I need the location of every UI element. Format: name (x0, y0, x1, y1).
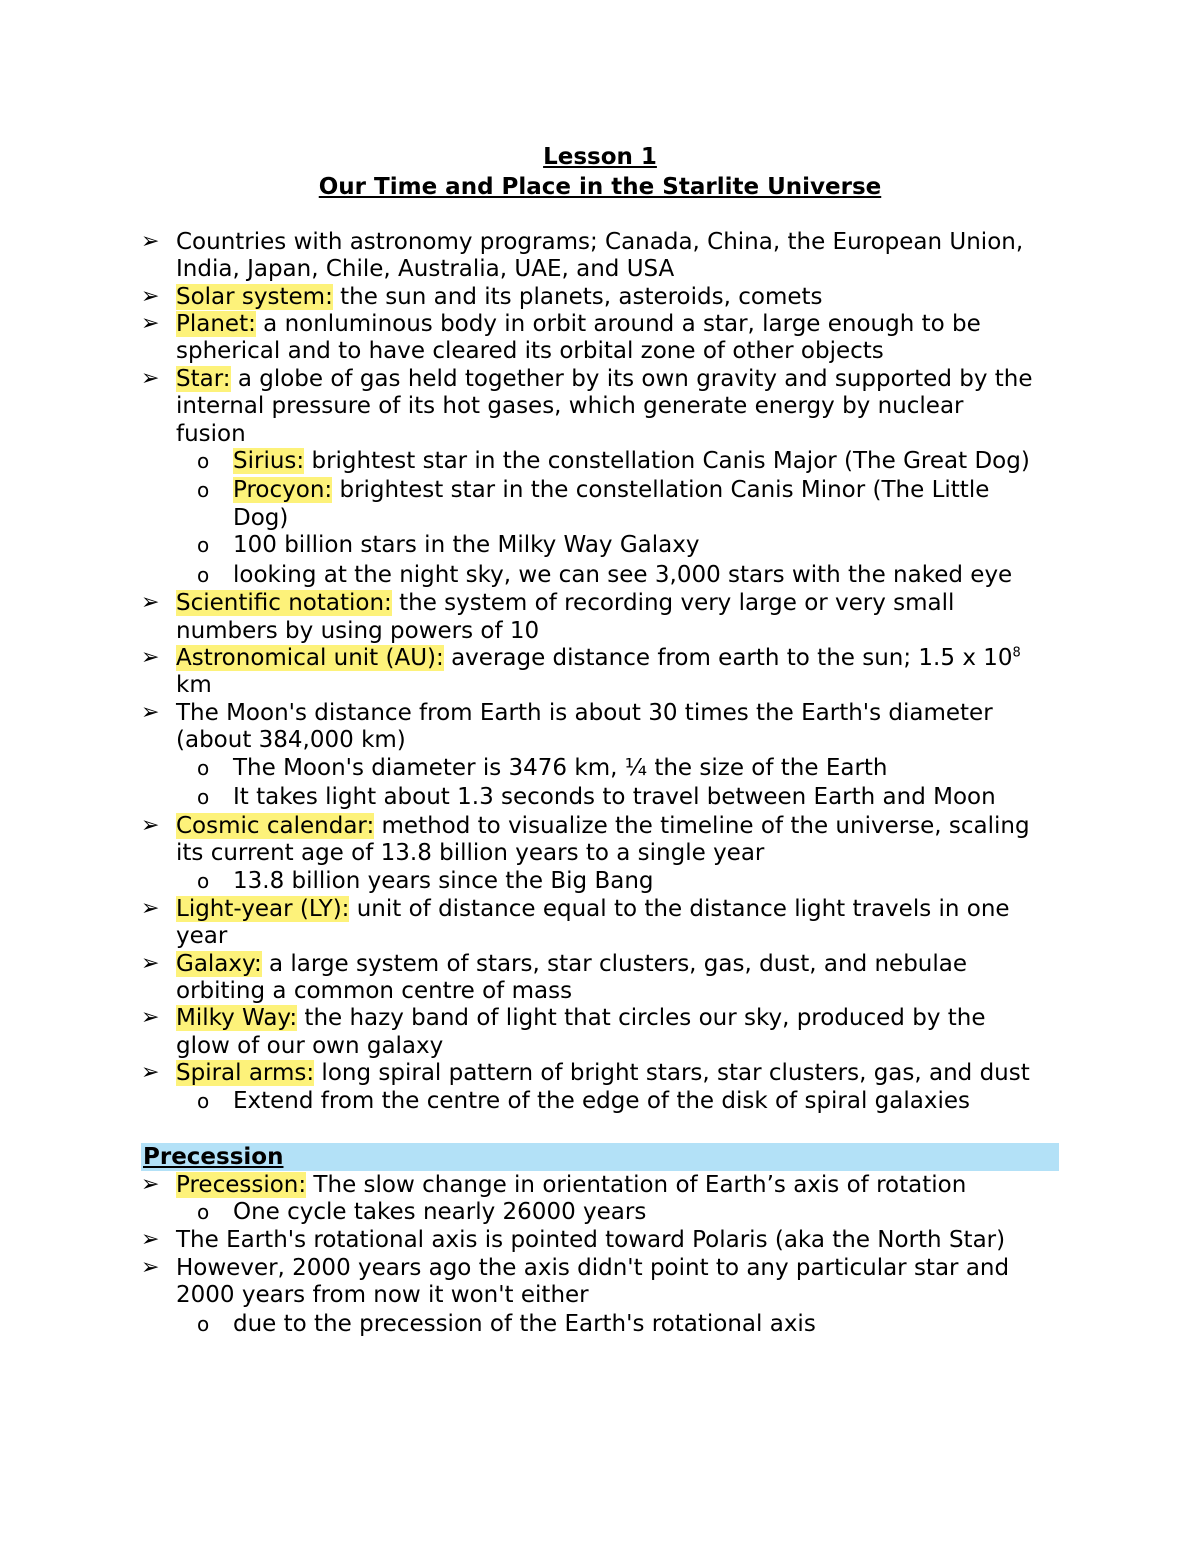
arrow-bullet-icon: ➢ (141, 229, 160, 254)
circle-bullet-icon: o (197, 533, 210, 557)
sub-item: Extend from the centre of the edge of the disk of spiral galaxies (233, 1088, 970, 1114)
term-highlight: Scientific notation: (176, 590, 392, 616)
circle-bullet-icon: o (197, 449, 210, 473)
circle-bullet-icon: o (197, 1089, 210, 1113)
circle-bullet-icon: o (197, 1200, 210, 1224)
arrow-bullet-icon: ➢ (141, 1227, 160, 1252)
definition: long spiral pattern of bright stars, star clusters, gas, and dust (314, 1060, 1030, 1086)
term-highlight: Solar system: (176, 284, 333, 310)
definition: the sun and its planets, asteroids, comets (332, 284, 823, 310)
term-highlight: Star: (176, 366, 231, 392)
term-highlight: Procyon: (233, 477, 333, 503)
arrow-bullet-icon: ➢ (141, 645, 160, 670)
circle-bullet-icon: o (197, 785, 210, 809)
section-heading: Precession (143, 1144, 284, 1170)
list-item-scientific-notation (176, 589, 954, 617)
list-item-continuation: internal pressure of its hot gases, which generate energy by nuclear (176, 393, 964, 419)
list-item-continuation: 2000 years from now it won't either (176, 1282, 589, 1308)
sub-item-procyon (233, 476, 989, 504)
definition: average distance from earth to the sun; 1.5 x 10 (443, 645, 1013, 671)
list-item-continuation: year (176, 923, 228, 949)
term-highlight: Spiral arms: (176, 1060, 315, 1086)
definition: the system of recording very large or very small (391, 590, 955, 616)
term-highlight: Astronomical unit (AU): (176, 645, 444, 671)
list-item-continuation: glow of our own galaxy (176, 1033, 444, 1059)
list-item-continuation: spherical and to have cleared its orbital zone of other objects (176, 338, 884, 364)
arrow-bullet-icon: ➢ (141, 1060, 160, 1085)
term-highlight: Precession: (176, 1172, 307, 1198)
list-item-galaxy (176, 950, 967, 978)
arrow-bullet-icon: ➢ (141, 896, 160, 921)
sub-item-sirius (233, 447, 1030, 475)
list-item-spiral-arms (176, 1059, 1030, 1087)
list-item-continuation: km (176, 672, 212, 698)
list-item: The Moon's distance from Earth is about 30 times the Earth's diameter (176, 700, 993, 726)
term-highlight: Light-year (LY): (176, 896, 350, 922)
arrow-bullet-icon: ➢ (141, 284, 160, 309)
list-item-light-year (176, 895, 1010, 923)
exponent: 8 (1012, 645, 1021, 661)
definition: method to visualize the timeline of the universe, scaling (374, 813, 1030, 839)
definition: the hazy band of light that circles our sky, produced by the (297, 1005, 986, 1031)
term-highlight: Galaxy: (176, 951, 262, 977)
arrow-bullet-icon: ➢ (141, 700, 160, 725)
lesson-title: Lesson 1 (543, 144, 657, 170)
list-item-solar-system (176, 283, 823, 311)
circle-bullet-icon: o (197, 563, 210, 587)
list-item-precession (176, 1171, 966, 1199)
sub-item: due to the precession of the Earth's rotational axis (233, 1311, 816, 1337)
lesson-subtitle: Our Time and Place in the Starlite Universe (318, 174, 882, 200)
arrow-bullet-icon: ➢ (141, 311, 160, 336)
list-item: The Earth's rotational axis is pointed toward Polaris (aka the North Star) (176, 1227, 1006, 1253)
arrow-bullet-icon: ➢ (141, 1172, 160, 1197)
circle-bullet-icon: o (197, 869, 210, 893)
definition: brightest star in the constellation Canis Major (The Great Dog) (304, 448, 1030, 474)
sub-item: One cycle takes nearly 26000 years (233, 1199, 647, 1225)
list-item-continuation: orbiting a common centre of mass (176, 978, 573, 1004)
definition: a large system of stars, star clusters, gas, dust, and nebulae (261, 951, 968, 977)
arrow-bullet-icon: ➢ (141, 1005, 160, 1030)
sub-item: 13.8 billion years since the Big Bang (233, 868, 654, 894)
list-item-cosmic-calendar (176, 812, 1030, 840)
sub-item: It takes light about 1.3 seconds to travel between Earth and Moon (233, 784, 996, 810)
sub-item: looking at the night sky, we can see 3,000 stars with the naked eye (233, 562, 1013, 588)
definition: a globe of gas held together by its own gravity and supported by the (230, 366, 1033, 392)
list-item: However, 2000 years ago the axis didn't point to any particular star and (176, 1255, 1010, 1281)
sub-item: 100 billion stars in the Milky Way Galaxy (233, 532, 700, 558)
term-highlight: Cosmic calendar: (176, 813, 375, 839)
list-item-continuation: India, Japan, Chile, Australia, UAE, and USA (176, 256, 675, 282)
list-item: Countries with astronomy programs; Canada, China, the European Union, (176, 229, 1024, 255)
definition: unit of distance equal to the distance light travels in one (349, 896, 1010, 922)
circle-bullet-icon: o (197, 478, 210, 502)
list-item-astronomical-unit (176, 644, 1021, 672)
definition: brightest star in the constellation Canis Minor (The Little (332, 477, 990, 503)
arrow-bullet-icon: ➢ (141, 813, 160, 838)
list-item-planet (176, 310, 981, 338)
arrow-bullet-icon: ➢ (141, 1255, 160, 1280)
list-item-star (176, 365, 1033, 393)
term-highlight: Milky Way: (176, 1005, 298, 1031)
list-item-continuation: fusion (176, 421, 246, 447)
definition: The slow change in orientation of Earth’s axis of rotation (306, 1172, 967, 1198)
definition: a nonluminous body in orbit around a star, large enough to be (255, 311, 981, 337)
circle-bullet-icon: o (197, 1312, 210, 1336)
circle-bullet-icon: o (197, 756, 210, 780)
arrow-bullet-icon: ➢ (141, 951, 160, 976)
list-item-milky-way (176, 1004, 985, 1032)
arrow-bullet-icon: ➢ (141, 366, 160, 391)
list-item-continuation: (about 384,000 km) (176, 727, 406, 753)
arrow-bullet-icon: ➢ (141, 590, 160, 615)
term-highlight: Planet: (176, 311, 256, 337)
sub-item-continuation: Dog) (233, 505, 289, 531)
list-item-continuation: numbers by using powers of 10 (176, 618, 540, 644)
list-item-continuation: its current age of 13.8 billion years to a single year (176, 840, 765, 866)
sub-item: The Moon's diameter is 3476 km, ¼ the size of the Earth (233, 755, 888, 781)
term-highlight: Sirius: (233, 448, 305, 474)
